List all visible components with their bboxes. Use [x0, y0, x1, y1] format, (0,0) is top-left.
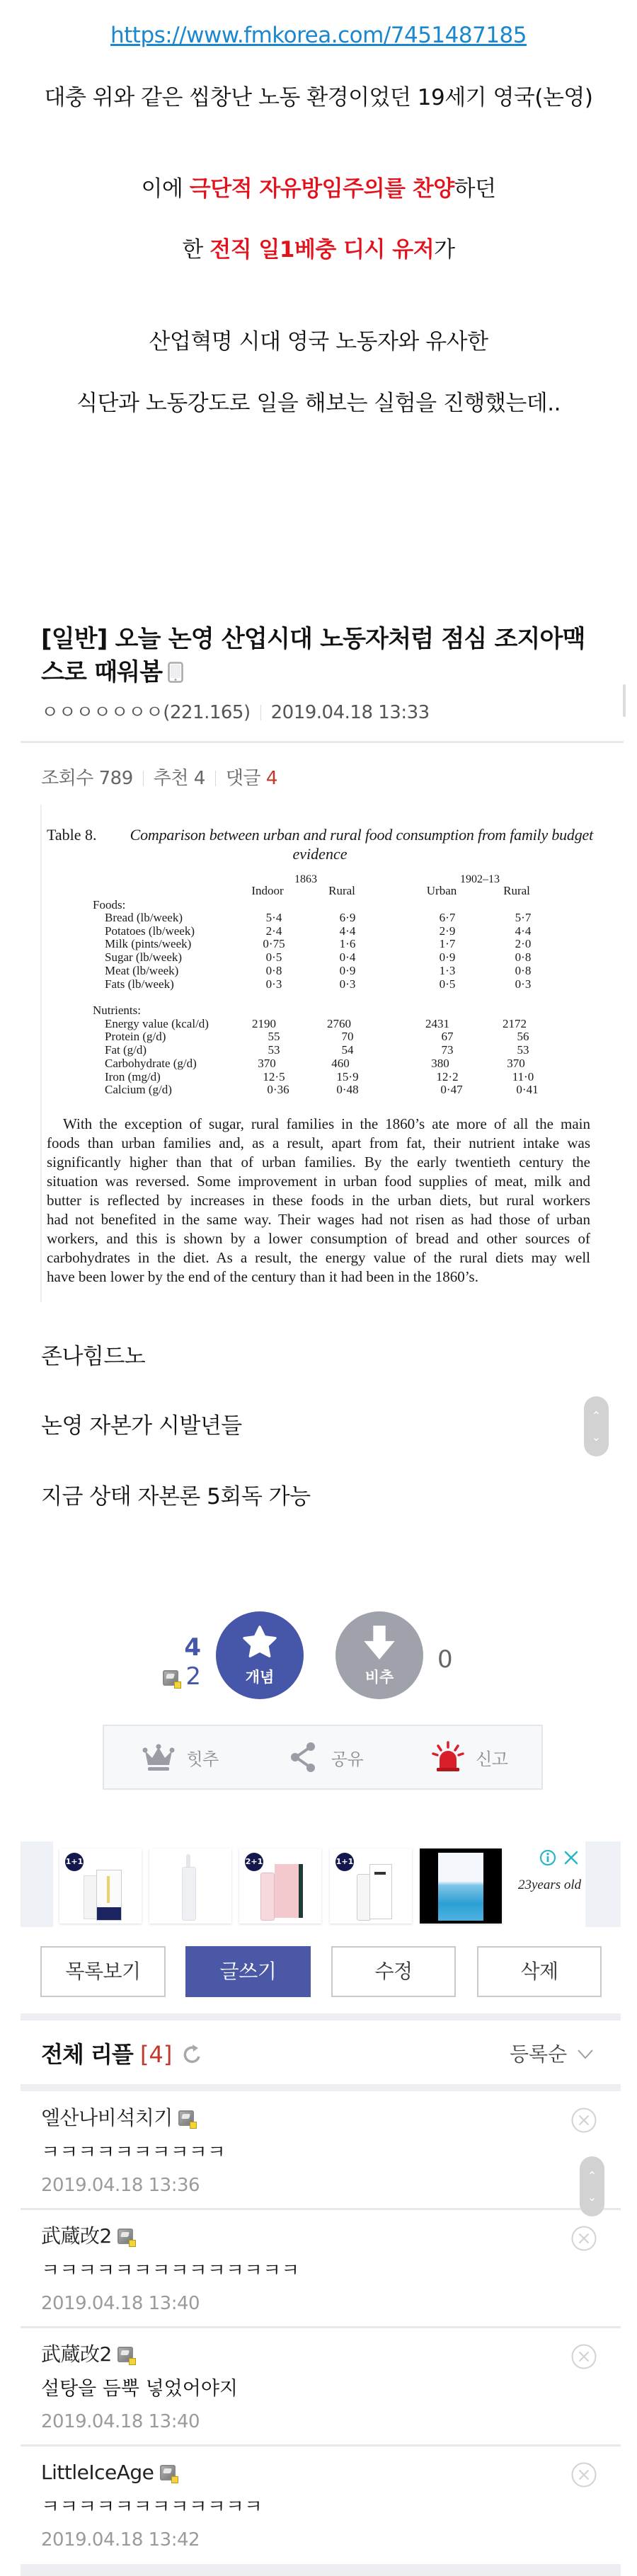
cell: 0·4 [339, 950, 356, 964]
views-count: 789 [98, 768, 133, 789]
ad-product-tile[interactable] [239, 1848, 321, 1924]
product-tube [357, 1874, 371, 1921]
row-label: Potatoes (lb/week) [105, 924, 195, 938]
product-bottle [182, 1867, 196, 1921]
paragraph-line: workers, and this is shown by a lower consumption of bread and other sources of [47, 1230, 590, 1247]
section-label: Nutrients: [93, 1004, 141, 1017]
table-label: Table 8. [47, 826, 97, 844]
ad-banner[interactable] [21, 1841, 621, 1927]
write-button[interactable]: 글쓰기 [185, 1946, 311, 1997]
recommend-label: 추천 [153, 768, 188, 789]
comment-author[interactable] [41, 2224, 133, 2249]
ad-badge: 2+1 [245, 1853, 263, 1871]
intro-text: 식단과 노동강도로 일을 해보는 실험을 진행했는데.. [76, 391, 561, 416]
intro-url-line [0, 21, 637, 50]
arrow-down-icon [361, 1624, 398, 1661]
intro-line-4 [0, 328, 637, 356]
comment-sort-dropdown[interactable] [510, 2042, 595, 2067]
cell: 0·3 [265, 977, 282, 991]
cell: 70 [341, 1030, 354, 1043]
cell: 12·5 [263, 1070, 285, 1083]
cell: 53 [517, 1043, 529, 1057]
table-row [42, 924, 598, 938]
table-caption [47, 825, 593, 845]
column-header: Indoor [251, 884, 284, 897]
intro-highlight: 전직 일1베충 디시 유저 [210, 237, 435, 263]
ad-brand-logo: 23years old [518, 1878, 582, 1892]
ad-info-icon[interactable] [539, 1849, 556, 1866]
cell: 6·9 [339, 911, 356, 924]
separator [143, 771, 144, 786]
comments-header [41, 2040, 203, 2069]
comment-author-name: 엘산나비석치기 [41, 2106, 173, 2129]
siren-icon [430, 1741, 466, 1773]
row-label: Calcium (g/d) [105, 1083, 172, 1096]
cell: 1·7 [439, 937, 456, 950]
paragraph-line: With the exception of sugar, rural families in the 1860’s ate more of all the main [63, 1115, 590, 1132]
table-row [42, 1043, 598, 1057]
report-button[interactable] [397, 1726, 541, 1788]
cell: 0·3 [515, 977, 532, 991]
downvote-count: 0 [437, 1645, 453, 1674]
period-1863: 1863 [294, 873, 317, 885]
cell: 460 [331, 1057, 350, 1070]
cell: 0·47 [440, 1083, 463, 1096]
upvote-sub-count [149, 1663, 201, 1690]
level-icon [163, 1670, 178, 1686]
level-icon [117, 2229, 133, 2244]
comments-label: 댓글 [225, 768, 261, 789]
ad-badge: 1+1 [335, 1853, 354, 1871]
cell: 370 [507, 1057, 525, 1070]
table-title: Comparison between urban and rural food consumption from family budget [130, 826, 593, 844]
comment-date: 2019.04.18 13:40 [41, 2411, 200, 2432]
post-image-table [40, 805, 598, 1302]
cell: 2190 [252, 1017, 276, 1030]
upvote-label: 개념 [245, 1669, 275, 1686]
row-label: Iron (mg/d) [105, 1070, 161, 1083]
downvote-button[interactable] [335, 1611, 423, 1699]
comment-date: 2019.04.18 13:40 [41, 2293, 200, 2314]
product-box [96, 1870, 122, 1921]
product-box [275, 1864, 303, 1918]
cell: 0·41 [516, 1083, 539, 1096]
cell: 11·0 [512, 1070, 534, 1083]
comment-text: 설탕을 듬뿍 넣었어야지 [41, 2378, 238, 2400]
cell: 53 [268, 1043, 280, 1057]
section-label: Foods: [93, 898, 126, 912]
post-title [41, 623, 600, 689]
cell: 6·7 [439, 911, 456, 924]
paragraph-line: had not benefited in the same way. Their wages had not risen as had those of urban [47, 1211, 590, 1228]
crown-icon [141, 1741, 176, 1773]
upvote-sub-value: 2 [185, 1662, 201, 1691]
edit-button[interactable]: 수정 [331, 1946, 456, 1997]
upvote-count: 4 [184, 1633, 201, 1662]
row-label: Fats (lb/week) [105, 977, 174, 991]
table-row [42, 950, 598, 965]
section-divider [21, 2084, 621, 2091]
ad-badge: 1+1 [65, 1853, 84, 1871]
row-label: Meat (lb/week) [105, 964, 179, 977]
chevron-down-icon [576, 2047, 595, 2062]
cell: 0·48 [336, 1083, 359, 1096]
scroll-nav-pill[interactable] [584, 1396, 609, 1456]
comments-count: 4 [265, 768, 277, 789]
column-header: Rural [503, 884, 530, 897]
row-label: Sugar (lb/week) [105, 950, 183, 964]
product-mask-pack [438, 1853, 483, 1921]
post-body-line: 논영 자본가 시발년들 [41, 1413, 242, 1439]
cell: 1·6 [339, 937, 356, 950]
cell: 54 [341, 1043, 354, 1057]
row-label: Fat (g/d) [105, 1043, 147, 1057]
row-label: Carbohydrate (g/d) [105, 1057, 197, 1070]
comment-text: ㅋㅋㅋㅋㅋㅋㅋㅋㅋㅋㅋㅋ [41, 2496, 263, 2518]
intro-text: 한 [182, 237, 210, 263]
paragraph-line: butter is reflected by increases in these foods in the urban diets, but rural workers [47, 1192, 590, 1209]
cell: 0·8 [265, 964, 282, 977]
cell: 0·75 [263, 937, 285, 950]
table-section-foods [42, 898, 598, 912]
table-row [42, 1030, 598, 1044]
delete-comment-icon[interactable] [570, 2343, 597, 2370]
intro-highlight: 극단적 자유방임주의를 찬양 [189, 176, 454, 202]
paragraph-line: significantly higher than that of urban families. By the early twentieth century the [47, 1154, 590, 1171]
cell: 2172 [503, 1017, 527, 1030]
intro-text: 산업혁명 시대 영국 노동자와 유사한 [149, 329, 488, 355]
cell: 2760 [327, 1017, 351, 1030]
post-meta [41, 701, 430, 725]
cell: 2·9 [439, 924, 456, 938]
comment-text: ㅋㅋㅋㅋㅋㅋㅋㅋㅋㅋ [41, 2141, 226, 2163]
row-label: Protein (g/d) [105, 1030, 166, 1043]
paragraph-line: carbohydrates in the diet. As a result, the energy value of the rural diets may well [47, 1249, 590, 1266]
comment-author[interactable] [41, 2460, 176, 2485]
intro-line-1 [0, 84, 637, 112]
table-row [42, 1083, 598, 1097]
cell: 0·5 [439, 977, 456, 991]
hit-recommend-label: 힛추 [186, 1749, 219, 1769]
comment-author[interactable] [41, 2105, 194, 2131]
intro-line-2 [0, 175, 637, 203]
downvote-label: 비추 [365, 1669, 394, 1686]
share-label: 공유 [331, 1749, 364, 1769]
views-label: 조회수 [41, 768, 93, 789]
table-row [42, 1017, 598, 1031]
delete-button[interactable]: 삭제 [477, 1946, 602, 1997]
report-label: 신고 [476, 1749, 508, 1769]
cell: 56 [517, 1030, 529, 1043]
cell: 0·9 [439, 950, 456, 964]
scrollbar-thumb[interactable] [623, 684, 626, 717]
post-date: 2019.04.18 13:33 [270, 702, 430, 723]
scroll-nav-pill[interactable] [580, 2156, 604, 2216]
post-author[interactable]: ㅇㅇㅇㅇㅇㅇㅇ(221.165) [41, 702, 251, 723]
source-link[interactable]: https://www.fmkorea.com/7451487185 [110, 23, 527, 48]
cell: 67 [441, 1030, 454, 1043]
ad-close-icon[interactable] [563, 1849, 580, 1866]
separator [260, 705, 261, 720]
table-row [42, 977, 598, 991]
cell: 55 [268, 1030, 280, 1043]
table-title-continued: evidence [292, 845, 348, 863]
product-tube [260, 1873, 275, 1921]
comment-item [0, 2209, 637, 2328]
row-label: Bread (lb/week) [105, 911, 183, 924]
table-row [42, 1057, 598, 1071]
level-icon [178, 2110, 194, 2126]
delete-comment-icon[interactable] [570, 2107, 597, 2134]
product-bottle-tip [186, 1854, 190, 1868]
header-divider [21, 741, 624, 743]
mobile-device-icon [168, 659, 183, 680]
cell: 5·4 [265, 911, 282, 924]
cell: 0·3 [339, 977, 356, 991]
table-row [42, 964, 598, 978]
ad-product-tile[interactable] [59, 1848, 142, 1924]
cell: 1·3 [439, 964, 456, 977]
delete-comment-icon[interactable] [570, 2461, 597, 2488]
ad-product-tile[interactable] [330, 1848, 412, 1924]
ad-product-tile[interactable] [420, 1848, 502, 1924]
ad-product-tile[interactable] [149, 1848, 231, 1924]
scroll-up-icon[interactable]: ⌃ [591, 1409, 602, 1422]
cell: 4·4 [515, 924, 532, 938]
refresh-icon[interactable] [182, 2043, 203, 2066]
product-box [369, 1864, 392, 1919]
row-label: Energy value (kcal/d) [105, 1017, 209, 1030]
period-1902: 1902–13 [460, 873, 500, 885]
cell: 0·9 [339, 964, 356, 977]
comments-title: 전체 리플 [41, 2041, 133, 2068]
post-stats [41, 766, 277, 790]
sort-label: 등록순 [510, 2042, 568, 2066]
scroll-up-icon[interactable]: ⌃ [587, 2169, 597, 2183]
comments-total: [4] [139, 2041, 173, 2068]
cell: 5·7 [515, 911, 532, 924]
cell: 2·4 [265, 924, 282, 938]
comment-author[interactable] [41, 2342, 133, 2367]
intro-text: 대충 위와 같은 씹창난 노동 환경이었던 19세기 영국(논영) [44, 85, 593, 110]
list-button[interactable]: 목록보기 [40, 1946, 166, 1997]
cell: 0·8 [515, 964, 532, 977]
paragraph-line: have been lower by the end of the century than it had been in the 1860’s. [47, 1268, 478, 1285]
recommend-count: 4 [193, 768, 205, 789]
cell: 370 [258, 1057, 276, 1070]
upvote-button[interactable] [216, 1611, 304, 1699]
star-icon [241, 1624, 278, 1661]
comment-author-name: 武蔵改2 [41, 2342, 112, 2366]
cell: 4·4 [339, 924, 356, 938]
table-row [42, 1070, 598, 1084]
comment-text: ㅋㅋㅋㅋㅋㅋㅋㅋㅋㅋㅋㅋㅋㅋ [41, 2260, 300, 2282]
intro-text: 이에 [141, 176, 190, 202]
cell: 12·2 [436, 1070, 459, 1083]
column-header: Urban [426, 884, 457, 897]
share-icon [286, 1741, 321, 1773]
cell: 73 [441, 1043, 454, 1057]
level-icon [117, 2347, 133, 2362]
table-section-nutrients [42, 1004, 598, 1018]
table-column-headers [42, 884, 598, 898]
intro-line-5 [0, 389, 637, 418]
delete-comment-icon[interactable] [570, 2225, 597, 2252]
intro-text: 가 [434, 237, 455, 263]
section-divider [21, 2564, 621, 2576]
cell: 2·0 [515, 937, 532, 950]
comment-item [0, 2328, 637, 2446]
paragraph-line: foods than urban families and, as a result, apart from fat, their nutrient intake was [47, 1134, 590, 1151]
cell: 0·5 [265, 950, 282, 964]
intro-text: 하던 [454, 176, 496, 202]
cell: 0·36 [267, 1083, 289, 1096]
share-button[interactable] [252, 1726, 396, 1788]
comment-item [0, 2091, 637, 2209]
separator [215, 771, 216, 786]
post-body-line: 존나힘드노 [41, 1344, 146, 1369]
level-icon [160, 2465, 176, 2480]
comment-author-name: 武蔵改2 [41, 2224, 112, 2248]
intro-line-3 [0, 236, 637, 264]
comment-item [0, 2446, 637, 2564]
scroll-down-icon[interactable]: ⌄ [587, 2190, 597, 2204]
post-action-bar [103, 1725, 543, 1790]
comment-author-name: LittleIceAge [41, 2461, 154, 2484]
comment-date: 2019.04.18 13:42 [41, 2529, 200, 2551]
table-row [42, 911, 598, 925]
cell: 2431 [425, 1017, 449, 1030]
post-title-text: [일반] 오늘 논영 산업시대 노동자처럼 점심 조지아맥스로 때워봄 [41, 625, 585, 686]
paragraph-line: situation was reversed. Some improvement in urban food supplies of meat, milk and [47, 1173, 590, 1190]
table-row [42, 937, 598, 951]
scroll-down-icon[interactable]: ⌄ [591, 1430, 602, 1444]
column-header: Rural [328, 884, 355, 897]
cell: 380 [431, 1057, 449, 1070]
hit-recommend-button[interactable] [108, 1726, 252, 1788]
row-label: Milk (pints/week) [105, 937, 192, 950]
section-divider [21, 2013, 621, 2020]
cell: 0·8 [515, 950, 532, 964]
comment-date: 2019.04.18 13:36 [41, 2175, 200, 2196]
post-body-line: 지금 상태 자본론 5회독 가능 [41, 1484, 311, 1510]
cell: 15·9 [336, 1070, 359, 1083]
